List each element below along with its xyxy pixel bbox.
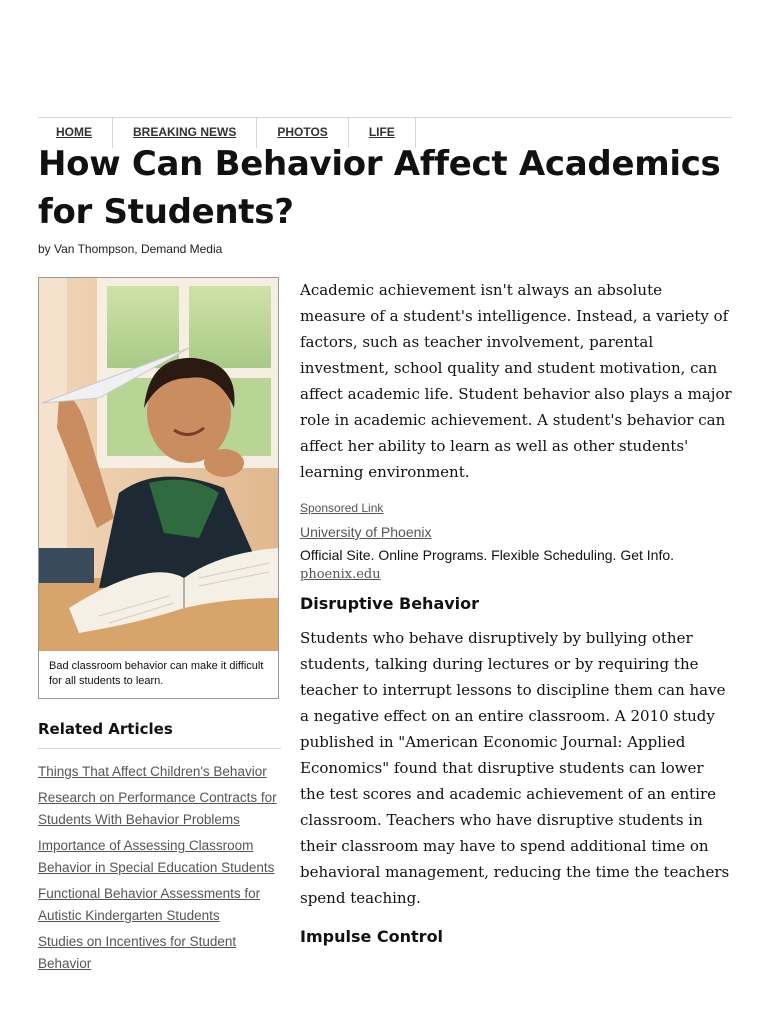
- article-title: How Can Behavior Affect Academics for Students?: [38, 144, 721, 232]
- article-byline: by Van Thompson, Demand Media: [38, 242, 223, 256]
- related-article-link[interactable]: Research on Performance Contracts for Students With Behavior Problems: [38, 790, 277, 827]
- related-article-link[interactable]: Things That Affect Children's Behavior: [38, 764, 267, 779]
- related-article-link[interactable]: Functional Behavior Assessments for Autistic Kindergarten Students: [38, 886, 261, 923]
- related-articles-list: [38, 749, 281, 975]
- article-content: [300, 277, 732, 958]
- nav-home-link[interactable]: HOME: [38, 118, 113, 148]
- related-articles-heading: Related Articles: [38, 720, 281, 749]
- sponsor-description: Official Site. Online Programs. Flexible Scheduling. Get Info.: [300, 547, 675, 563]
- section-body-disruptive-behavior: Students who behave disruptively by bullying other students, talking during lectures or by requiring the teacher to interrupt lessons to discipline them can have a negative effect on an entire classroom. A 2010 study published in "American Economic Journal: Applied Economics" found that disruptive students can lower the test scores and academic achievement of an entire classroom. Teachers who have disruptive students in their classroom may have to spend additional time on behavioral management, reducing the time the teachers spend teaching.: [300, 629, 730, 907]
- sponsored-link-label[interactable]: Sponsored Link: [300, 501, 384, 515]
- nav-photos-link[interactable]: PHOTOS: [257, 118, 348, 148]
- nav-breaking-news-link[interactable]: BREAKING NEWS: [113, 118, 257, 148]
- list-item: [38, 835, 281, 879]
- related-articles: [38, 720, 281, 979]
- list-item: [38, 761, 281, 783]
- article-photo: [39, 278, 278, 651]
- sponsor-name-link[interactable]: University of Phoenix: [300, 524, 432, 540]
- section-heading-disruptive-behavior: Disruptive Behavior: [300, 594, 480, 613]
- list-item: [38, 883, 281, 927]
- related-article-link[interactable]: Studies on Incentives for Student Behavior: [38, 934, 237, 971]
- article-intro: Academic achievement isn't always an absolute measure of a student's intelligence. Instead, a variety of factors, such as teacher involvement, parental investment, school quality and student motivation, can affect academic life. Student behavior also plays a major role in academic achievement. A student's behavior can affect her ability to learn as well as other students' learning environment.: [300, 281, 732, 481]
- article-figure: [38, 277, 279, 699]
- sponsor-url-link[interactable]: phoenix.edu: [300, 567, 381, 582]
- related-article-link[interactable]: Importance of Assessing Classroom Behavior in Special Education Students: [38, 838, 275, 875]
- nav-life-link[interactable]: LIFE: [349, 118, 416, 148]
- list-item: [38, 787, 281, 831]
- image-caption: Bad classroom behavior can make it difficult for all students to learn.: [49, 660, 264, 687]
- section-heading-impulse-control: Impulse Control: [300, 927, 444, 946]
- list-item: [38, 931, 281, 975]
